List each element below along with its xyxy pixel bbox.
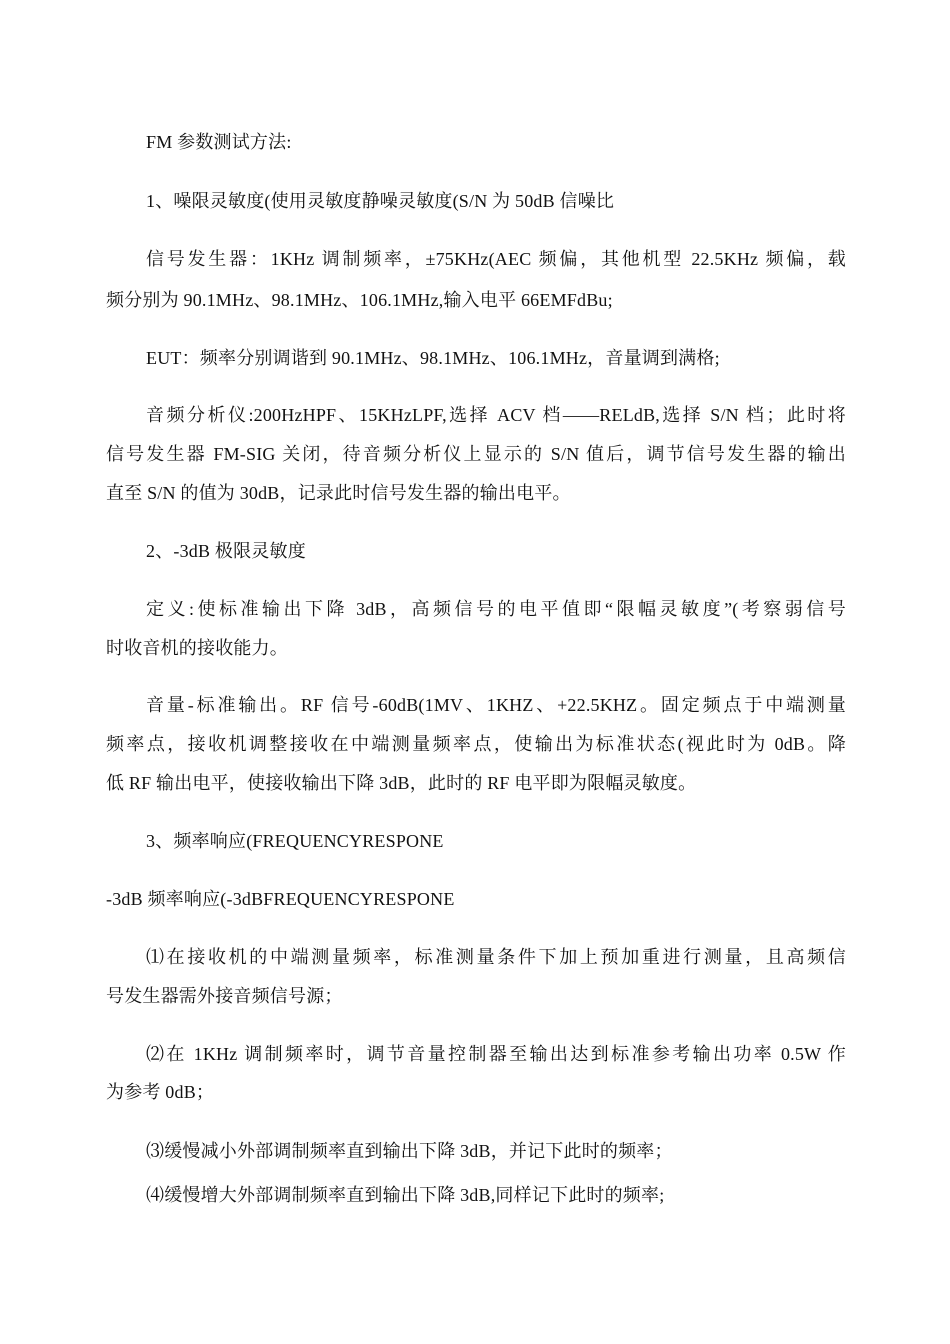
- volume-line-3: 低 RF 输出电平，使接收输出下降 3dB，此时的 RF 电平即为限幅灵敏度。: [106, 773, 697, 793]
- audio-analyzer-line-1: 音频分析仪:200HzHPF、15KHzLPF,选择 ACV 档——RELdB,选择 S/N 档；此时将: [146, 405, 846, 425]
- definition-line-1: 定义:使标准输出下降 3dB，高频信号的电平值即“限幅灵敏度”(考察弱信号: [146, 599, 846, 619]
- step-2-line-1: ⑵在 1KHz 调制频率时，调节音量控制器至输出达到标准参考输出功率 0.5W 作: [146, 1044, 846, 1064]
- step-1-line-2: 号发生器需外接音频信号源；: [106, 986, 343, 1006]
- step-4-line: ⑷缓慢增大外部调制频率直到输出下降 3dB,同样记下此时的频率;: [146, 1185, 665, 1205]
- section-3-subtitle: -3dB 频率响应(-3dBFREQUENCYRESPONE: [106, 889, 455, 909]
- definition-line-2: 时收音机的接收能力。: [106, 638, 288, 658]
- eut-line: EUT：频率分别调谐到 90.1MHz、98.1MHz、106.1MHz，音量调到满格;: [146, 348, 720, 368]
- step-1-line-1: ⑴在接收机的中端测量频率，标准测量条件下加上预加重进行测量，且高频信: [146, 947, 846, 967]
- doc-heading: FM 参数测试方法:: [146, 132, 292, 152]
- signal-generator-line-2: 频分别为 90.1MHz、98.1MHz、106.1MHz,输入电平 66EMFdBu;: [106, 290, 613, 310]
- signal-generator-line-1: 信号发生器：1KHz 调制频率，±75KHz(AEC 频偏，其他机型 22.5KHz 频偏，载: [146, 249, 846, 269]
- step-2-line-2: 为参考 0dB；: [106, 1082, 215, 1102]
- audio-analyzer-line-3: 直至 S/N 的值为 30dB，记录此时信号发生器的输出电平。: [106, 483, 571, 503]
- volume-line-2: 频率点，接收机调整接收在中端测量频率点，使输出为标准状态(视此时为 0dB。降: [106, 734, 846, 754]
- section-3-title: 3、频率响应(FREQUENCYRESPONE: [146, 831, 444, 851]
- volume-line-1: 音量-标准输出。RF 信号-60dB(1MV、1KHZ、+22.5KHZ。固定频点于中端测量: [146, 695, 846, 715]
- section-2-title: 2、-3dB 极限灵敏度: [146, 541, 306, 561]
- audio-analyzer-line-2: 信号发生器 FM-SIG 关闭，待音频分析仪上显示的 S/N 值后，调节信号发生器的输出: [106, 444, 846, 464]
- step-3-line: ⑶缓慢减小外部调制频率直到输出下降 3dB，并记下此时的频率；: [146, 1141, 673, 1161]
- section-1-title: 1、噪限灵敏度(使用灵敏度静噪灵敏度(S/N 为 50dB 信噪比: [146, 191, 615, 211]
